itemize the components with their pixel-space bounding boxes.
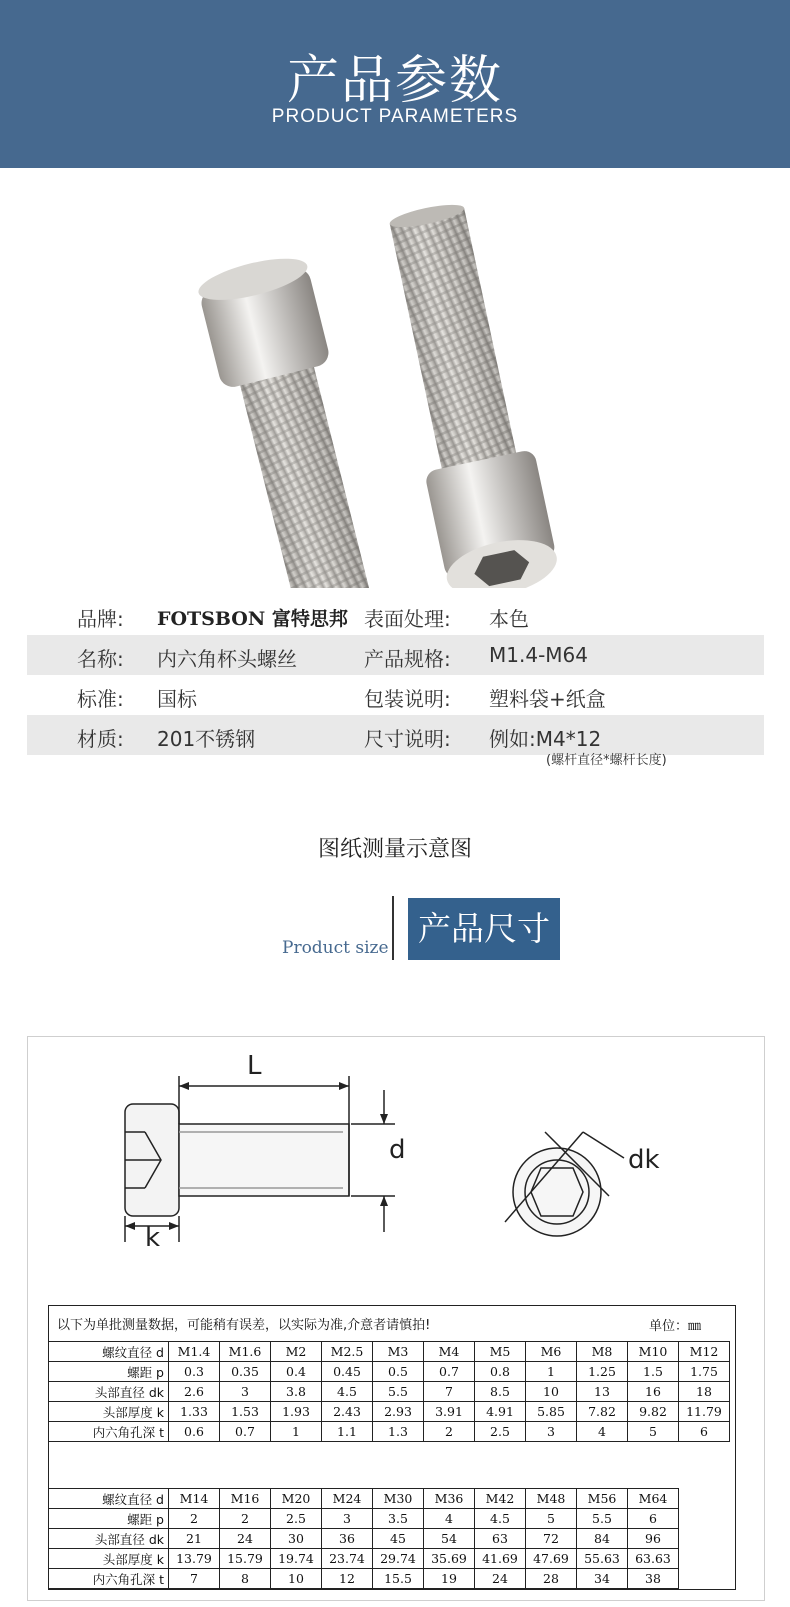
row-label: 螺纹直径 d	[49, 1342, 169, 1362]
size-cell: M16	[220, 1489, 271, 1509]
value-cell: 6	[628, 1509, 679, 1529]
value-cell: 2.5	[271, 1509, 322, 1529]
value-cell: 3	[526, 1422, 577, 1442]
dimension-table-1	[48, 1341, 730, 1442]
size-cell: M1.4	[169, 1342, 220, 1362]
value-cell: 15.79	[220, 1549, 271, 1569]
size-cell: M10	[628, 1342, 679, 1362]
page-title: 产品参数	[286, 51, 503, 111]
value-cell: 63.63	[628, 1549, 679, 1569]
value-cell: 13.79	[169, 1549, 220, 1569]
value-cell: 0.45	[322, 1362, 373, 1382]
value-cell: 5.5	[577, 1509, 628, 1529]
value-cell: 3	[322, 1509, 373, 1529]
value-cell: 13	[577, 1382, 628, 1402]
size-cell: M12	[679, 1342, 730, 1362]
value-cell: 6	[679, 1422, 730, 1442]
divider	[392, 896, 394, 960]
section-title: 图纸测量示意图	[317, 837, 472, 862]
empty-cell	[679, 1549, 730, 1569]
table-row	[49, 1362, 730, 1382]
size-note: (螺杆直径*螺杆长度)	[546, 753, 667, 768]
row-label: 头部厚度 k	[49, 1549, 169, 1569]
size-cell: M56	[577, 1489, 628, 1509]
size-cell: M36	[424, 1489, 475, 1509]
table-row	[49, 1422, 730, 1442]
value-cell: 4.5	[322, 1382, 373, 1402]
value-cell: 11.79	[679, 1402, 730, 1422]
product-photo	[0, 168, 790, 588]
value-cell: 2.93	[373, 1402, 424, 1422]
value-cell: 3.91	[424, 1402, 475, 1422]
size-cell: M42	[475, 1489, 526, 1509]
value-cell: 5	[628, 1422, 679, 1442]
value-cell: 21	[169, 1529, 220, 1549]
value-cell: 0.4	[271, 1362, 322, 1382]
value-cell: 24	[475, 1569, 526, 1589]
value-cell: 23.74	[322, 1549, 373, 1569]
size-cell: M4	[424, 1342, 475, 1362]
spec-value: 本色	[489, 607, 529, 631]
spec-key: 尺寸说明:	[364, 727, 451, 751]
value-cell: 12	[322, 1569, 373, 1589]
value-cell: 15.5	[373, 1569, 424, 1589]
table-row	[49, 1489, 730, 1509]
value-cell: 2	[169, 1509, 220, 1529]
spec-row	[27, 635, 764, 675]
value-cell: 4	[577, 1422, 628, 1442]
spec-row	[27, 595, 764, 635]
dimension-drawing	[27, 1036, 763, 1296]
value-cell: 72	[526, 1529, 577, 1549]
value-cell: 2	[220, 1509, 271, 1529]
dimension-table	[48, 1305, 736, 1590]
spec-key: 名称:	[77, 647, 124, 671]
spec-key: 产品规格:	[364, 647, 451, 671]
value-cell: 2.6	[169, 1382, 220, 1402]
label-L: L	[247, 1051, 262, 1081]
table-row	[49, 1509, 730, 1529]
screw-right	[370, 196, 561, 588]
size-cell: M24	[322, 1489, 373, 1509]
table-row	[49, 1549, 730, 1569]
value-cell: 34	[577, 1569, 628, 1589]
empty-cell	[679, 1489, 730, 1509]
value-cell: 19	[424, 1569, 475, 1589]
value-cell: 0.6	[169, 1422, 220, 1442]
row-label: 内六角孔深 t	[49, 1422, 169, 1442]
value-cell: 1.53	[220, 1402, 271, 1422]
size-cell: M64	[628, 1489, 679, 1509]
value-cell: 3	[220, 1382, 271, 1402]
value-cell: 63	[475, 1529, 526, 1549]
value-cell: 3.8	[271, 1382, 322, 1402]
value-cell: 35.69	[424, 1549, 475, 1569]
spec-key: 表面处理:	[364, 607, 451, 631]
row-label: 螺距 p	[49, 1362, 169, 1382]
value-cell: 1	[271, 1422, 322, 1442]
value-cell: 5.85	[526, 1402, 577, 1422]
label-k: k	[145, 1223, 161, 1253]
value-cell: 2	[424, 1422, 475, 1442]
value-cell: 0.7	[220, 1422, 271, 1442]
spec-table	[27, 595, 764, 755]
spec-key: 标准:	[77, 687, 124, 711]
spec-row	[27, 675, 764, 715]
measure-notice: 以下为单批测量数据，可能稍有误差，以实际为准,介意者请慎拍!	[57, 1318, 431, 1333]
screw-left	[195, 250, 406, 588]
value-cell: 36	[322, 1529, 373, 1549]
value-cell: 8	[220, 1569, 271, 1589]
value-cell: 7	[169, 1569, 220, 1589]
table-row	[49, 1342, 730, 1362]
value-cell: 55.63	[577, 1549, 628, 1569]
value-cell: 18	[679, 1382, 730, 1402]
spec-value: FOTSBON 富特思邦	[157, 608, 348, 630]
value-cell: 0.7	[424, 1362, 475, 1382]
product-size-label: Product size	[282, 938, 389, 958]
size-cell: M2	[271, 1342, 322, 1362]
table-row	[49, 1569, 730, 1589]
page-subtitle: PRODUCT PARAMETERS	[271, 106, 519, 127]
value-cell: 4	[424, 1509, 475, 1529]
value-cell: 0.5	[373, 1362, 424, 1382]
size-cell: M3	[373, 1342, 424, 1362]
value-cell: 1.33	[169, 1402, 220, 1422]
spec-value: 例如:M4*12	[489, 727, 602, 751]
row-label: 内六角孔深 t	[49, 1569, 169, 1589]
value-cell: 3.5	[373, 1509, 424, 1529]
size-cell: M48	[526, 1489, 577, 1509]
spec-value: 塑料袋+纸盒	[489, 687, 606, 711]
value-cell: 1.75	[679, 1362, 730, 1382]
spec-value: 201不锈钢	[157, 727, 256, 751]
dimension-table-2	[48, 1488, 730, 1589]
value-cell: 28	[526, 1569, 577, 1589]
value-cell: 10	[526, 1382, 577, 1402]
value-cell: 38	[628, 1569, 679, 1589]
value-cell: 54	[424, 1529, 475, 1549]
size-cell: M30	[373, 1489, 424, 1509]
empty-cell	[679, 1509, 730, 1529]
value-cell: 10	[271, 1569, 322, 1589]
value-cell: 1.25	[577, 1362, 628, 1382]
value-cell: 7	[424, 1382, 475, 1402]
value-cell: 2.43	[322, 1402, 373, 1422]
row-label: 螺纹直径 d	[49, 1489, 169, 1509]
value-cell: 45	[373, 1529, 424, 1549]
value-cell: 2.5	[475, 1422, 526, 1442]
table-row	[49, 1529, 730, 1549]
empty-cell	[679, 1529, 730, 1549]
value-cell: 47.69	[526, 1549, 577, 1569]
value-cell: 1.93	[271, 1402, 322, 1422]
value-cell: 84	[577, 1529, 628, 1549]
size-cell: M6	[526, 1342, 577, 1362]
size-cell: M2.5	[322, 1342, 373, 1362]
value-cell: 1.1	[322, 1422, 373, 1442]
value-cell: 0.35	[220, 1362, 271, 1382]
spec-key: 包装说明:	[364, 687, 451, 711]
spec-value: 内六角杯头螺丝	[157, 647, 297, 671]
value-cell: 1.5	[628, 1362, 679, 1382]
value-cell: 16	[628, 1382, 679, 1402]
value-cell: 7.82	[577, 1402, 628, 1422]
label-d: d	[389, 1135, 406, 1165]
header-banner	[0, 0, 790, 168]
value-cell: 24	[220, 1529, 271, 1549]
size-cell: M20	[271, 1489, 322, 1509]
spec-key: 材质:	[77, 727, 124, 751]
spec-value: M1.4-M64	[489, 643, 588, 667]
value-cell: 4.5	[475, 1509, 526, 1529]
value-cell: 96	[628, 1529, 679, 1549]
value-cell: 1.3	[373, 1422, 424, 1442]
size-cell: M8	[577, 1342, 628, 1362]
value-cell: 30	[271, 1529, 322, 1549]
value-cell: 9.82	[628, 1402, 679, 1422]
value-cell: 29.74	[373, 1549, 424, 1569]
value-cell: 0.8	[475, 1362, 526, 1382]
spec-key: 品牌:	[77, 607, 124, 631]
row-label: 头部厚度 k	[49, 1402, 169, 1422]
label-dk: dk	[628, 1145, 660, 1175]
value-cell: 5	[526, 1509, 577, 1529]
value-cell: 5.5	[373, 1382, 424, 1402]
row-label: 头部直径 dk	[49, 1529, 169, 1549]
value-cell: 0.3	[169, 1362, 220, 1382]
row-label: 头部直径 dk	[49, 1382, 169, 1402]
size-cell: M1.6	[220, 1342, 271, 1362]
spec-value: 国标	[157, 687, 197, 711]
size-cell: M5	[475, 1342, 526, 1362]
value-cell: 4.91	[475, 1402, 526, 1422]
value-cell: 8.5	[475, 1382, 526, 1402]
empty-cell	[679, 1569, 730, 1589]
size-cell: M14	[169, 1489, 220, 1509]
table-row	[49, 1382, 730, 1402]
value-cell: 1	[526, 1362, 577, 1382]
value-cell: 19.74	[271, 1549, 322, 1569]
table-row	[49, 1402, 730, 1422]
product-size-badge: 产品尺寸	[408, 898, 560, 960]
value-cell: 41.69	[475, 1549, 526, 1569]
unit-label: 单位：㎜	[648, 1319, 701, 1334]
row-label: 螺距 p	[49, 1509, 169, 1529]
